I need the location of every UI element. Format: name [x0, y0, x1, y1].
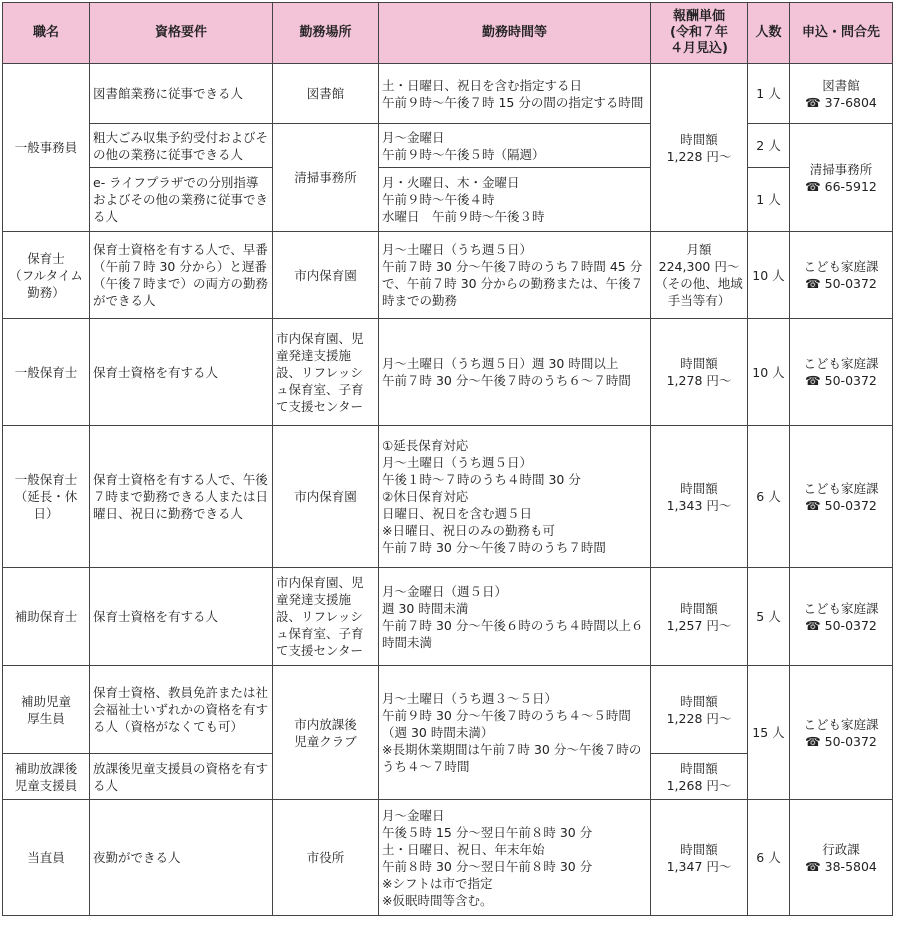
contact-name: 図書館	[822, 77, 860, 93]
location-cell: 市内保育園、児童発達支援施設、リフレッシュ保育室、子育て支援センター	[273, 568, 379, 666]
header-title: 職名	[3, 3, 90, 64]
pay-cell: 月額 224,300 円〜 （その他、地域手当等有）	[651, 232, 748, 319]
job-title: 一般保育士 （延長・休日）	[3, 426, 90, 568]
hours-cell: 月〜金曜日 午後５時 15 分〜翌日午前８時 30 分 土・日曜日、祝日、年末年始 午前８時 30 分〜翌日午前８時 30 分 ※シフトは市で指定 ※仮眠時間等含む。	[379, 800, 651, 916]
requirement-cell: 粗大ごみ収集予約受付およびその他の業務に従事できる人	[90, 124, 273, 168]
pay-cell: 時間額 1,228 円〜	[651, 64, 748, 232]
job-title: 保育士 （フルタイム勤務）	[3, 232, 90, 319]
contact-cell	[790, 666, 893, 800]
requirement-cell: e- ライフプラザでの分別指導およびその他の業務に従事できる人	[90, 168, 273, 232]
requirement-cell: 保育士資格を有する人	[90, 568, 273, 666]
contact-cell	[790, 64, 893, 124]
count-cell: 15 人	[748, 666, 790, 800]
header-row	[3, 3, 893, 64]
count-cell: 6 人	[748, 426, 790, 568]
table-row	[3, 426, 893, 568]
contact-name: こども家庭課	[803, 480, 879, 496]
hours-cell: 月〜金曜日 午前９時〜午後５時（隔週）	[379, 124, 651, 168]
hours-cell: 月〜金曜日（週５日） 週 30 時間未満 午前７時 30 分〜午後６時のうち４時間以上６時間未満	[379, 568, 651, 666]
phone-number: ☎ 50-0372	[805, 497, 877, 513]
requirement-cell: 図書館業務に従事できる人	[90, 64, 273, 124]
job-title: 一般事務員	[3, 64, 90, 232]
job-title: 一般保育士	[3, 319, 90, 426]
pay-cell: 時間額 1,228 円〜	[651, 666, 748, 754]
requirement-cell: 放課後児童支援員の資格を有する人	[90, 754, 273, 800]
location-cell: 市内保育園、児童発達支援施設、リフレッシュ保育室、子育て支援センター	[273, 319, 379, 426]
hours-cell: ①延長保育対応 月〜土曜日（うち週５日） 午後１時〜７時のうち４時間 30 分 ②休日保育対応 日曜日、祝日を含む週５日 ※日曜日、祝日のみの勤務も可 午前７時 30 分〜午後７時のうち７時間	[379, 426, 651, 568]
table-row	[3, 64, 893, 124]
location-cell: 市役所	[273, 800, 379, 916]
table-row	[3, 232, 893, 319]
contact-name: こども家庭課	[803, 716, 879, 732]
contact-cell	[790, 232, 893, 319]
hours-cell: 月〜土曜日（うち週３〜５日） 午前９時 30 分〜午後７時のうち４〜５時間（週 30 時間未満） ※長期休業期間は午前７時 30 分〜午後７時のうち４〜７時間	[379, 666, 651, 800]
location-cell: 市内保育園	[273, 232, 379, 319]
pay-cell: 時間額 1,347 円〜	[651, 800, 748, 916]
phone-number: ☎ 37-6804	[805, 94, 877, 110]
phone-number: ☎ 38-5804	[805, 858, 877, 874]
count-cell: 6 人	[748, 800, 790, 916]
contact-cell	[790, 426, 893, 568]
requirement-cell: 保育士資格を有する人で、早番（午前７時 30 分から）と遅番（午後７時まで）の両方の勤務ができる人	[90, 232, 273, 319]
table-row	[3, 800, 893, 916]
count-cell: 10 人	[748, 232, 790, 319]
job-title: 補助保育士	[3, 568, 90, 666]
table-row	[3, 168, 893, 232]
hours-cell: 月〜土曜日（うち週５日） 午前７時 30 分〜午後７時のうち７時間 45 分で、午前７時 30 分からの勤務または、午後７時までの勤務	[379, 232, 651, 319]
pay-cell: 時間額 1,268 円〜	[651, 754, 748, 800]
count-cell: 10 人	[748, 319, 790, 426]
contact-cell	[790, 319, 893, 426]
job-title: 補助放課後 児童支援員	[3, 754, 90, 800]
header-location: 勤務場所	[273, 3, 379, 64]
contact-name: こども家庭課	[803, 600, 879, 616]
phone-number: ☎ 50-0372	[805, 276, 877, 291]
phone-number: ☎ 66-5912	[805, 178, 877, 194]
requirement-cell: 保育士資格を有する人	[90, 319, 273, 426]
table-row	[3, 568, 893, 666]
header-hours: 勤務時間等	[379, 3, 651, 64]
requirement-cell: 夜勤ができる人	[90, 800, 273, 916]
table-row	[3, 124, 893, 168]
job-table	[2, 2, 893, 916]
table-row	[3, 319, 893, 426]
count-cell: 5 人	[748, 568, 790, 666]
hours-cell: 土・日曜日、祝日を含む指定する日 午前９時〜午後７時 15 分の間の指定する時間	[379, 64, 651, 124]
contact-name: 清掃事務所	[809, 161, 873, 177]
hours-cell: 月・火曜日、木・金曜日 午前９時〜午後４時 水曜日 午前９時〜午後３時	[379, 168, 651, 232]
count-cell: 1 人	[748, 168, 790, 232]
table-row	[3, 666, 893, 754]
requirement-cell: 保育士資格を有する人で、午後７時まで勤務できる人または日曜日、祝日に勤務できる人	[90, 426, 273, 568]
contact-cell	[790, 568, 893, 666]
requirement-cell: 保育士資格、教員免許または社会福祉士いずれかの資格を有する人（資格がなくても可）	[90, 666, 273, 754]
hours-cell: 月〜土曜日（うち週５日）週 30 時間以上 午前７時 30 分〜午後７時のうち６〜７時間	[379, 319, 651, 426]
job-title: 当直員	[3, 800, 90, 916]
pay-cell: 時間額 1,343 円〜	[651, 426, 748, 568]
job-title: 補助児童 厚生員	[3, 666, 90, 754]
contact-cell	[790, 800, 893, 916]
header-contact: 申込・問合先	[790, 3, 893, 64]
header-requirement: 資格要件	[90, 3, 273, 64]
count-cell: 2 人	[748, 124, 790, 168]
pay-cell: 時間額 1,278 円〜	[651, 319, 748, 426]
contact-name: こども家庭課	[803, 259, 879, 274]
contact-name: 行政課	[822, 841, 860, 857]
location-cell: 清掃事務所	[273, 124, 379, 232]
header-count: 人数	[748, 3, 790, 64]
phone-number: ☎ 50-0372	[805, 617, 877, 633]
pay-cell: 時間額 1,257 円〜	[651, 568, 748, 666]
contact-cell	[790, 124, 893, 232]
header-pay: 報酬単価 (令和７年 ４月見込)	[651, 3, 748, 64]
phone-number: ☎ 50-0372	[805, 373, 877, 388]
contact-name: こども家庭課	[803, 356, 879, 371]
location-cell: 図書館	[273, 64, 379, 124]
location-cell: 市内保育園	[273, 426, 379, 568]
location-cell: 市内放課後 児童クラブ	[273, 666, 379, 800]
phone-number: ☎ 50-0372	[805, 733, 877, 749]
count-cell: 1 人	[748, 64, 790, 124]
